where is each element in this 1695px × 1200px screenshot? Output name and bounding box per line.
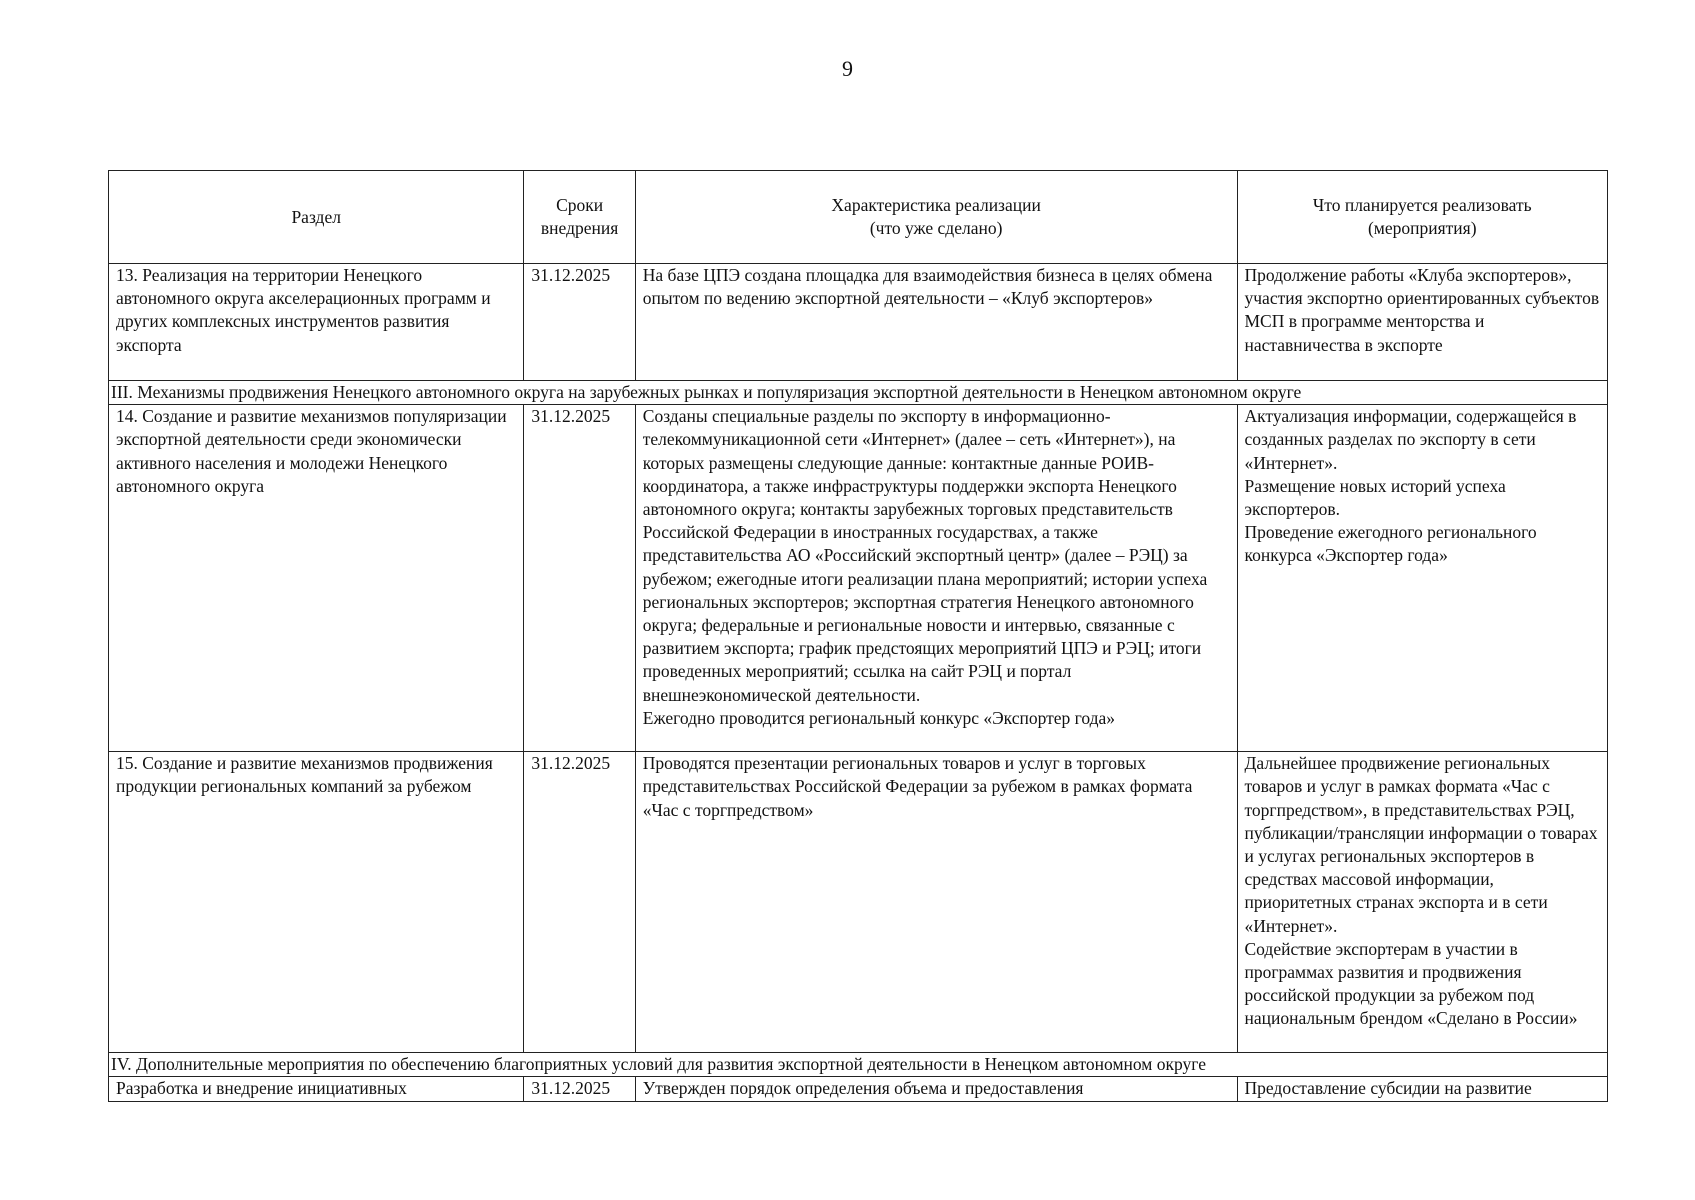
section-heading-row	[109, 1053, 1608, 1077]
table-row	[109, 1077, 1608, 1101]
header-section: Раздел	[109, 171, 524, 264]
cell-deadline: 31.12.2025	[524, 1077, 635, 1101]
header-planned: Что планируется реализовать (мероприятия)	[1237, 171, 1608, 264]
table-row	[109, 264, 1608, 381]
cell-deadline: 31.12.2025	[524, 405, 635, 752]
section-heading-row	[109, 381, 1608, 405]
cell-planned: Продолжение работы «Клуба экспортеров», участия экспортно ориентированных субъектов МСП в программе менторства и наставничества в экспорте	[1237, 264, 1608, 381]
cell-planned: Дальнейшее продвижение региональных товаров и услуг в рамках формата «Час с торгпредством», в представительствах РЭЦ, публикации/трансляции информации о товарах и услугах региональных экспортеров в средствах массовой информации, приоритетных странах экспорта и в сети «Интернет». Содействие экспортерам в участии в программах развития и продвижения российской продукции за рубежом под национальным брендом «Сделано в России»	[1237, 752, 1608, 1053]
page-number: 9	[842, 56, 853, 81]
cell-characteristic: На базе ЦПЭ создана площадка для взаимодействия бизнеса в целях обмена опытом по ведению экспортной деятельности – «Клуб экспортеров»	[635, 264, 1237, 381]
cell-characteristic: Созданы специальные разделы по экспорту в информационно-телекоммуникационной сети «Интернет» (далее – сеть «Интернет»), на которых размещены следующие данные: контактные данные РОИВ-координатора, а также инфраструктуры поддержки экспорта Ненецкого автономного округа; контакты зарубежных торговых представительств Российской Федерации в иностранных государствах, а также представительства АО «Российский экспортный центр» (далее – РЭЦ) за рубежом; ежегодные итоги реализации плана мероприятий; истории успеха региональных экспортеров; экспортная стратегия Ненецкого автономного округа; федеральные и региональные новости и интервью, связанные с развитием экспорта; график предстоящих мероприятий ЦПЭ и РЭЦ; итоги проведенных мероприятий; ссылка на сайт РЭЦ и портал внешнеэкономической деятельности. Ежегодно проводится региональный конкурс «Экспортер года»	[635, 405, 1237, 752]
table-row	[109, 405, 1608, 752]
cell-section: 13. Реализация на территории Ненецкого автономного округа акселерационных программ и других комплексных инструментов развития экспорта	[109, 264, 524, 381]
cell-planned: Актуализация информации, содержащейся в созданных разделах по экспорту в сети «Интернет». Размещение новых историй успеха экспортеров. Проведение ежегодного регионального конкурса «Экспортер года»	[1237, 405, 1608, 752]
cell-deadline: 31.12.2025	[524, 264, 635, 381]
table-row	[109, 752, 1608, 1053]
cell-section: 14. Создание и развитие механизмов популяризации экспортной деятельности среди экономически активного населения и молодежи Ненецкого автономного округа	[109, 405, 524, 752]
cell-planned: Предоставление субсидии на развитие	[1237, 1077, 1608, 1101]
cell-characteristic: Проводятся презентации региональных товаров и услуг в торговых представительствах Российской Федерации за рубежом в рамках формата «Час с торгпредством»	[635, 752, 1237, 1053]
cell-section: Разработка и внедрение инициативных	[109, 1077, 524, 1101]
header-characteristic: Характеристика реализации (что уже сделано)	[635, 171, 1237, 264]
cell-section: 15. Создание и развитие механизмов продвижения продукции региональных компаний за рубежом	[109, 752, 524, 1053]
cell-deadline: 31.12.2025	[524, 752, 635, 1053]
export-measures-table	[108, 170, 1608, 1102]
header-deadline: Сроки внедрения	[524, 171, 635, 264]
cell-characteristic: Утвержден порядок определения объема и предоставления	[635, 1077, 1237, 1101]
section-heading-3: III. Механизмы продвижения Ненецкого автономного округа на зарубежных рынках и популяризация экспортной деятельности в Ненецком автономном округе	[109, 381, 1608, 405]
table-header-row	[109, 171, 1608, 264]
section-heading-4: IV. Дополнительные мероприятия по обеспечению благоприятных условий для развития экспортной деятельности в Ненецком автономном округе	[109, 1053, 1608, 1077]
